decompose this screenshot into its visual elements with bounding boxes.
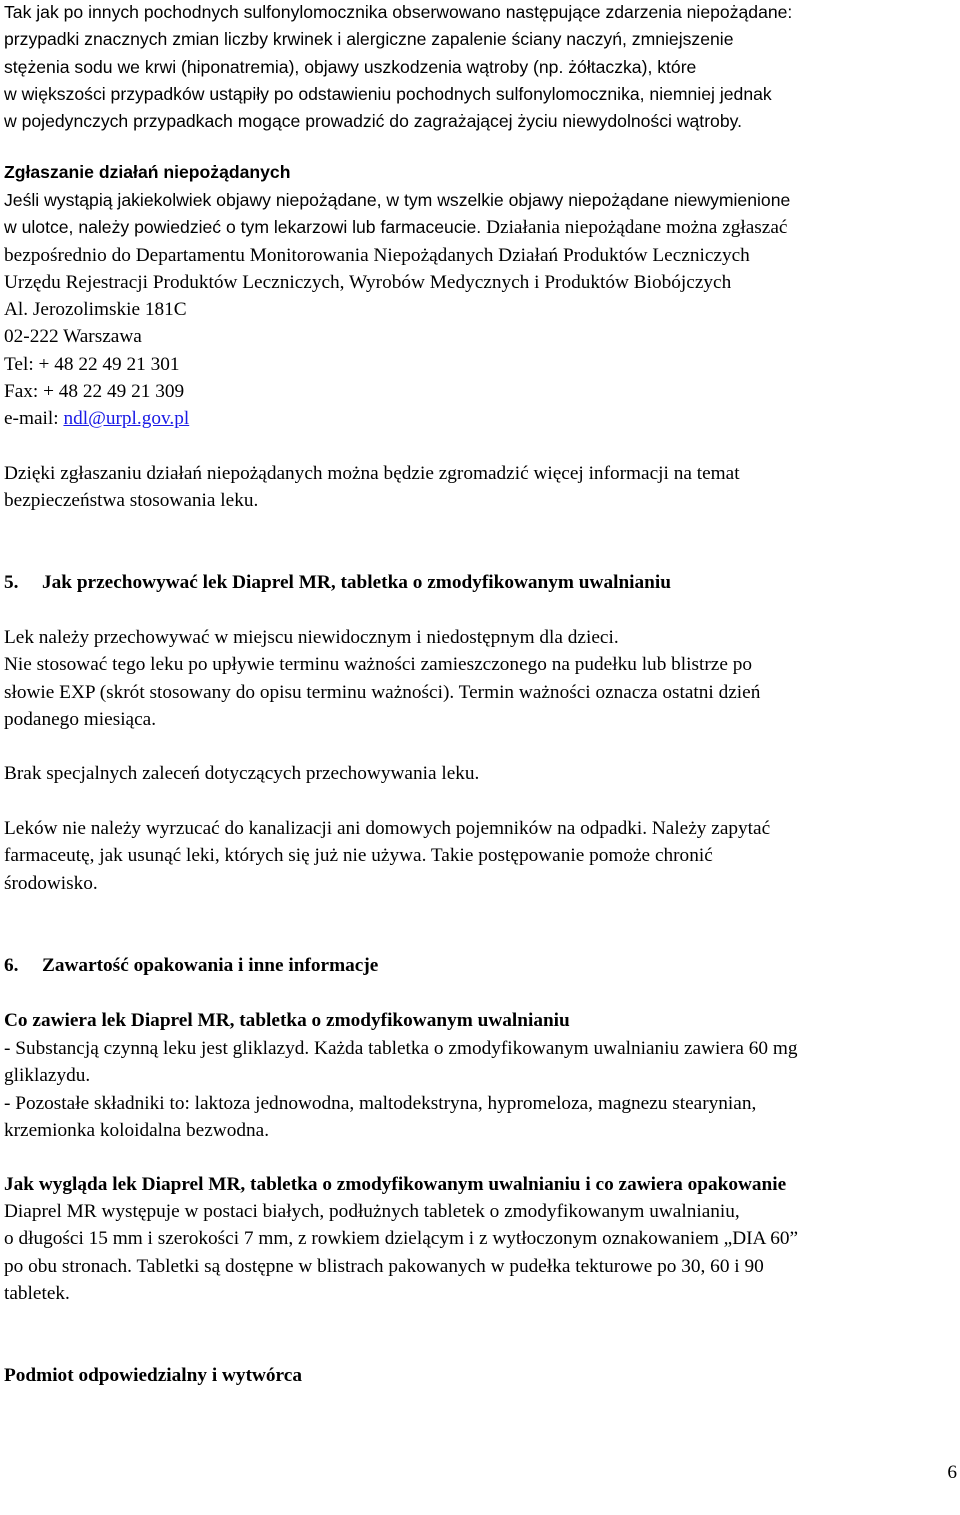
side-effects-paragraph: [4, 0, 960, 135]
reporting-address-line: Al. Jerozolimskie 181C: [4, 299, 187, 321]
section-6-number: 6.: [4, 955, 19, 976]
side-effects-line: w pojedynczych przypadkach mogące prowadzić do zagrażającej życiu niewydolności wątroby.: [4, 111, 743, 132]
storage-line: Nie stosować tego leku po upływie terminu ważności zamieszczonego na pudełku lub blistrze po: [4, 654, 753, 676]
section-5-number: 5.: [4, 572, 19, 593]
reporting-title: Zgłaszanie działań niepożądanych: [4, 162, 291, 182]
reporting-address-line: Urzędu Rejestracji Produktów Leczniczych, Wyrobów Medycznych i Produktów Biobójczych: [4, 271, 732, 293]
side-effects-line: Tak jak po innych pochodnych sulfonylomocznika obserwowano następujące zdarzenia niepożądane:: [4, 2, 793, 22]
section-5-heading: [4, 569, 960, 596]
reporting-closing-line: bezpieczeństwa stosowania leku.: [4, 490, 259, 512]
reporting-line: [4, 214, 960, 241]
storage-line: podanego miesiąca.: [4, 708, 157, 730]
contents-line: - Substancją czynną leku jest gliklazyd. Każda tabletka o zmodyfikowanym uwalnianiu zawiera 60 mg: [4, 1038, 798, 1059]
storage-conditions-paragraph: Brak specjalnych zaleceń dotyczących przechowywania leku.: [4, 763, 480, 784]
email-label: e-mail:: [4, 408, 64, 430]
appearance-line: o długości 15 mm i szerokości 7 mm, z rowkiem dzielącym i z wytłoczonym oznakowaniem „DIA 60”: [4, 1228, 799, 1250]
storage-line: słowie EXP (skrót stosowany do opisu terminu ważności). Termin ważności oznacza ostatni dzień: [4, 681, 761, 703]
side-effects-line: w większości przypadków ustąpiły po odstawieniu pochodnych sulfonylomocznika, niemniej jednak: [4, 83, 772, 104]
reporting-address-line: bezpośrednio do Departamentu Monitorowania Niepożądanych Działań Produktów Leczniczych: [4, 244, 750, 266]
storage-line: Lek należy przechowywać w miejscu niewidocznym i niedostępnym dla dzieci.: [4, 627, 619, 648]
section-6-heading: [4, 952, 960, 979]
disposal-line: Leków nie należy wyrzucać do kanalizacji ani domowych pojemników na odpadki. Należy zapytać: [4, 818, 771, 839]
contents-title: Co zawiera lek Diaprel MR, tabletka o zmodyfikowanym uwalnianiu: [4, 1010, 570, 1031]
contents-line: - Pozostałe składniki to: laktoza jednowodna, maltodekstryna, hypromeloza, magnezu stearynian,: [4, 1092, 757, 1114]
reporting-line-sans-part: w ulotce, należy powiedzieć o tym lekarzowi lub farmaceucie.: [4, 217, 487, 238]
email-link[interactable]: ndl@urpl.gov.pl: [63, 408, 190, 430]
responsible-entity-title: Podmiot odpowiedzialny i wytwórca: [4, 1365, 302, 1386]
section-5-title: Jak przechowywać lek Diaprel MR, tabletka o zmodyfikowanym uwalnianiu: [42, 572, 671, 593]
appearance-line: tabletek.: [4, 1282, 70, 1304]
reporting-line-serif-part: Działania niepożądane można zgłaszać: [486, 217, 788, 239]
storage-paragraph: [4, 624, 960, 733]
reporting-phone-line: Tel: + 48 22 49 21 301: [4, 353, 180, 375]
appearance-paragraph: [4, 1198, 960, 1307]
reporting-closing-paragraph: [4, 460, 960, 515]
reporting-fax-line: Fax: + 48 22 49 21 309: [4, 381, 185, 403]
disposal-line: środowisko.: [4, 872, 98, 894]
contents-line: gliklazydu.: [4, 1065, 91, 1087]
section-6-title: Zawartość opakowania i inne informacje: [42, 955, 379, 976]
disposal-line: farmaceutę, jak usunąć leki, których się już nie używa. Takie postępowanie pomoże chronić: [4, 845, 713, 867]
reporting-paragraph: [4, 187, 960, 433]
side-effects-line: przypadki znacznych zmian liczby krwinek i alergiczne zapalenie ściany naczyń, zmniejszenie: [4, 29, 734, 50]
contents-line: krzemionka koloidalna bezwodna.: [4, 1119, 270, 1141]
reporting-address-line: 02-222 Warszawa: [4, 326, 142, 348]
disposal-paragraph: [4, 815, 960, 897]
appearance-line: Diaprel MR występuje w postaci białych, podłużnych tabletek o zmodyfikowanym uwalnianiu,: [4, 1201, 740, 1222]
reporting-closing-line: Dzięki zgłaszaniu działań niepożądanych można będzie zgromadzić więcej informacji na temat: [4, 463, 740, 484]
contents-paragraph: [4, 1035, 960, 1144]
appearance-title: Jak wygląda lek Diaprel MR, tabletka o zmodyfikowanym uwalnianiu i co zawiera opakowanie: [4, 1174, 787, 1195]
reporting-line: Jeśli wystąpią jakiekolwiek objawy niepożądane, w tym wszelkie objawy niepożądane niewymienione: [4, 190, 791, 210]
page-number: 6: [947, 1462, 957, 1483]
reporting-email-line: [4, 405, 960, 432]
appearance-line: po obu stronach. Tabletki są dostępne w blistrach pakowanych w pudełka tekturowe po 30, 60 i 90: [4, 1255, 764, 1277]
side-effects-line: stężenia sodu we krwi (hiponatremia), objawy uszkodzenia wątroby (np. żółtaczka), które: [4, 56, 697, 77]
